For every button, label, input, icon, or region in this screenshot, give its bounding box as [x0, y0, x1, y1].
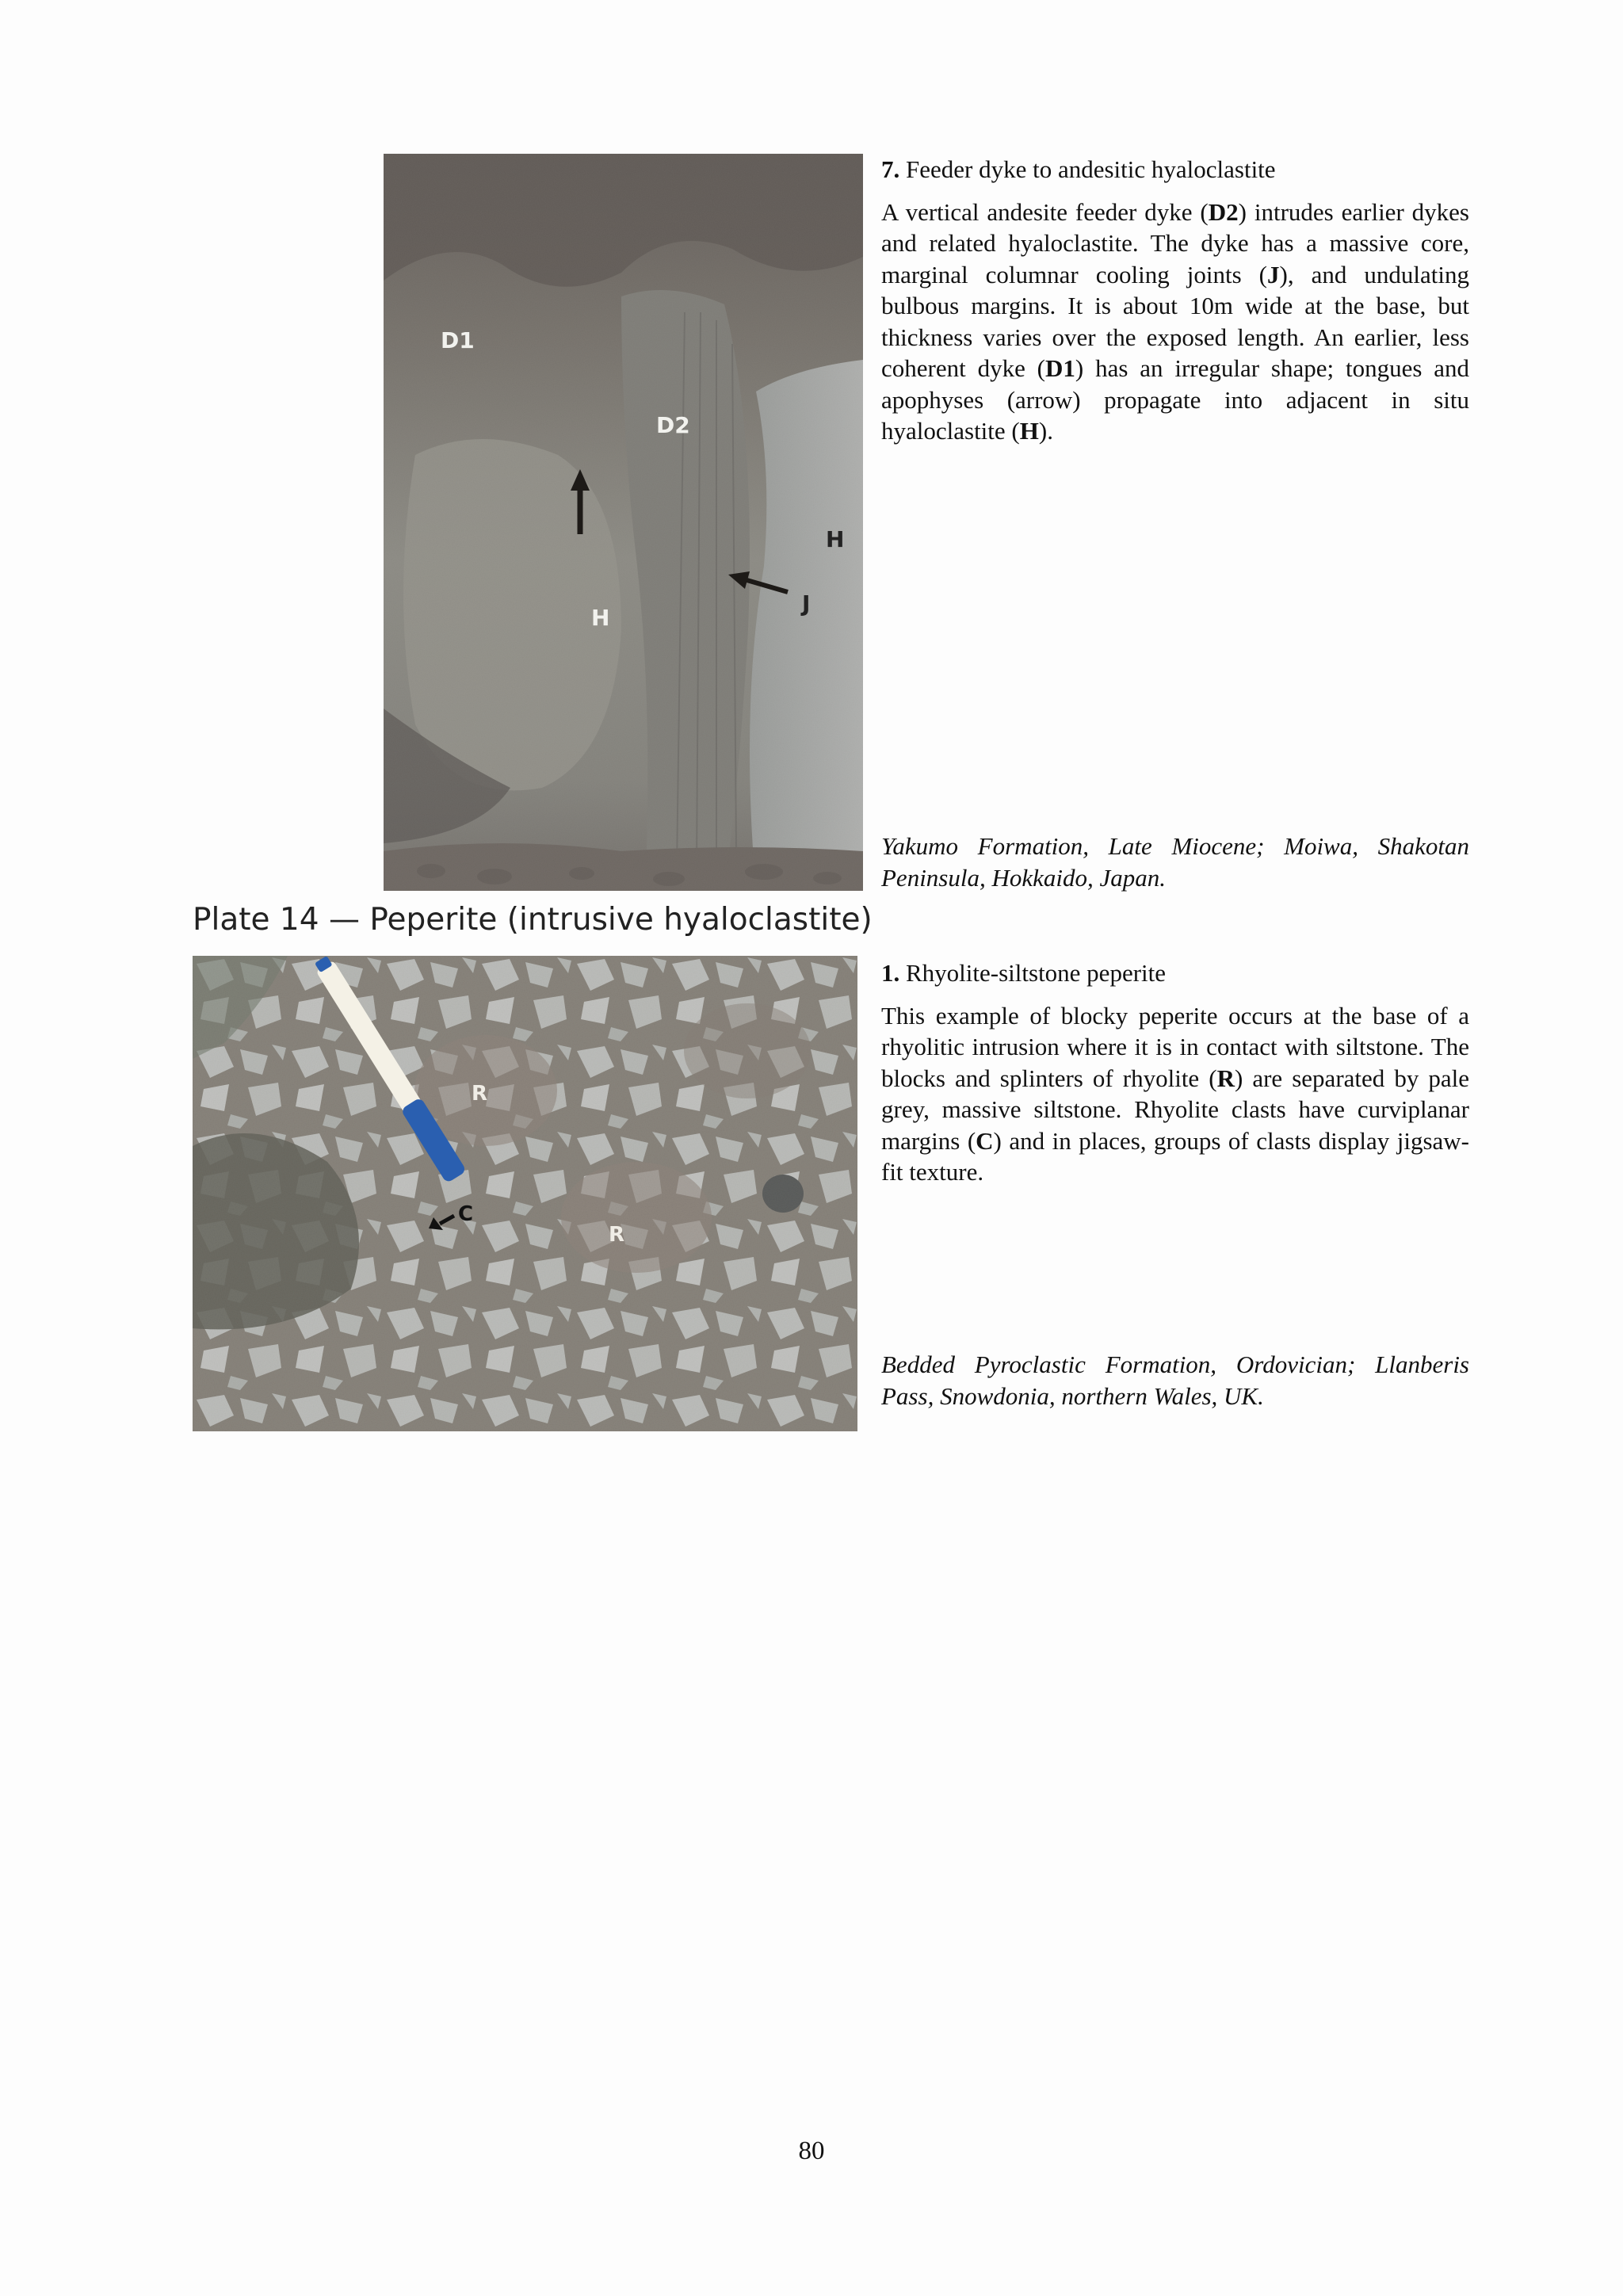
text-run: ) intrudes earlier dykes and related hyaloclastite. The dyke has a massive core, marginal columnar cooling joints (: [881, 197, 1469, 288]
bold-term: H: [1019, 417, 1039, 445]
text-run: ).: [1038, 417, 1053, 445]
bold-term: C: [976, 1126, 994, 1155]
text-run: ) has an irregular shape; tongues and apophyses (arrow) propagate into adjacent in situ hyaloclastite (: [881, 354, 1469, 445]
item-description: [881, 197, 1469, 447]
bold-term: J: [1267, 260, 1280, 288]
label-r-bottom: R: [609, 1223, 625, 1247]
bold-term: R: [1216, 1064, 1235, 1092]
text-run: ), and undulating bulbous margins. It is about 10m wide at the base, but thickness varies over the exposed length. An earlier, less coherent dyke (: [881, 260, 1469, 382]
plate14-item1-text: [881, 957, 1469, 1188]
item-description: [881, 1000, 1469, 1188]
text-run: ) and in places, groups of clasts display jigsaw-fit texture.: [881, 1126, 1469, 1186]
page-number: 80: [798, 2137, 825, 2165]
text-run: A vertical andesite feeder dyke (: [881, 197, 1209, 226]
text-run: ) are separated by pale grey, massive siltstone. Rhyolite clasts have curviplanar margins (: [881, 1064, 1470, 1155]
plate-heading: Plate 14 — Peperite (intrusive hyaloclastite): [193, 902, 873, 938]
item-title: [881, 957, 1469, 989]
bold-term: D1: [1045, 354, 1075, 382]
feeder-dyke-photo-drawing: [384, 154, 863, 891]
item-title-text: Rhyolite-siltstone peperite: [906, 959, 1167, 987]
label-r-top: R: [472, 1082, 488, 1106]
label-h-right: H: [826, 526, 845, 552]
item-title-text: Feeder dyke to andesitic hyaloclastite: [906, 155, 1276, 183]
label-j: J: [802, 590, 811, 617]
label-d2: D2: [656, 412, 690, 438]
peperite-photo-drawing: [193, 956, 857, 1431]
plate14-item1-location: Bedded Pyroclastic Formation, Ordovician; Llanberis Pass, Snowdonia, northern Wales, UK.: [881, 1350, 1469, 1410]
text-run: This example of blocky peperite occurs at the base of a rhyolitic intrusion where it is in contact with siltstone. The blocks and splinters of rhyolite (: [881, 1001, 1469, 1092]
label-h-left: H: [591, 605, 610, 631]
plate13-item7-text: [881, 154, 1469, 447]
label-c: C: [458, 1202, 474, 1226]
item-number: 1.: [881, 959, 900, 987]
label-d1: D1: [441, 327, 475, 353]
item-title: [881, 154, 1469, 185]
feeder-dyke-photo: [384, 154, 863, 891]
plate13-item7-location: Yakumo Formation, Late Miocene; Moiwa, Shakotan Peninsula, Hokkaido, Japan.: [881, 832, 1469, 892]
peperite-photo: [193, 956, 857, 1431]
bold-term: D2: [1208, 197, 1239, 226]
item-number: 7.: [881, 155, 900, 183]
